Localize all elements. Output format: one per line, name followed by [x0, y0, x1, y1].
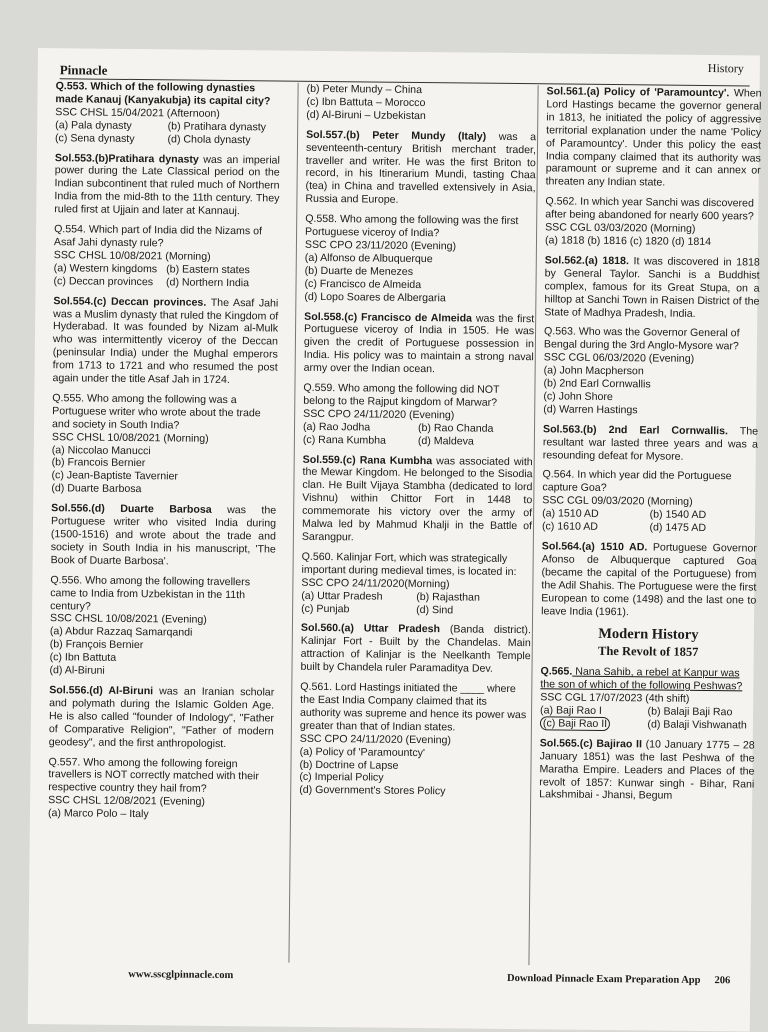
question-564	[542, 469, 758, 536]
option-d: (d) Sind	[416, 603, 454, 616]
question-560	[301, 551, 532, 618]
option-c: (c) John Shore	[543, 390, 613, 403]
solution-body: was the first Portuguese viceroy of India in 1505. He was given the credit of Portuguese possession in India. His policy was to maintain a strong naval army over the Indian ocean.	[303, 312, 535, 376]
solution-heading: Sol.556.(d) Al-Biruni	[49, 684, 154, 698]
option-c: (c) Francisco de Almeida	[304, 277, 422, 291]
question-text: Q.557. Who among the following foreign travellers is NOT correctly matched with their respective country they hail from?	[48, 755, 260, 796]
solution-563	[543, 423, 758, 464]
option-b: (b) Duarte de Menezes	[304, 264, 414, 278]
solution-559	[302, 453, 533, 546]
option-d: (d) Chola dynasty	[167, 132, 251, 146]
solution-body: was a seventeenth-century British merchant trader, traveller and writer. He was the first Briton to record, in his Itinerarium Mundi, tasting Chaa (tea) in China and travelled extensively in Asia, Russia and Europe.	[305, 130, 537, 207]
exam-reference: SSC CGL 03/03/2020 (Morning)	[545, 221, 696, 235]
section-title: Modern History	[598, 626, 699, 644]
option-c: (c) Punjab	[301, 602, 350, 615]
option-d: (d) Al-Biruni	[49, 664, 105, 677]
option-a: (a) Alfonso de Albuquerque	[304, 251, 433, 266]
solution-body: It was discovered in 1818 by General Taylor. Sanchi is a Buddhist complex, famous for its Great Stupa, on a hilltop at Sanchi Town in Raisen District of the State of Madhya Pradesh, India.	[544, 255, 760, 320]
exam-reference: SSC CPO 24/11/2020(Morning)	[301, 576, 450, 591]
question-554	[53, 223, 279, 290]
solution-body: (10 January 1775 – 28 January 1851) was the last Peshwa of the Maratha Empire. Leaders and Places of the revolt of 1857: Kunwar singh - Bihar, Rani Lakshmibai - Jhansi, Begum	[539, 738, 755, 803]
option-b: (b) Doctrine of Lapse	[299, 758, 399, 772]
website-link: www.sscglpinnacle.com	[128, 968, 234, 982]
option-c: (c) Rana Kumbha	[302, 433, 387, 447]
options-row: (a) 1818 (b) 1816 (c) 1820 (d) 1814	[544, 234, 712, 249]
question-556	[49, 574, 275, 680]
column-2	[288, 83, 536, 965]
question-body: Nana Sahib, a rebel at Kanpur was the son of which of the following Peshwas?	[540, 665, 743, 693]
solution-562	[544, 254, 760, 321]
solution-565	[539, 737, 755, 804]
question-565	[540, 666, 756, 733]
option-b: (b) Rajasthan	[416, 590, 480, 604]
solution-heading: Sol.565.(c) Bajirao II	[539, 737, 643, 751]
option-c: (c) 1610 AD	[541, 520, 599, 533]
option-c: (c) Ibn Battuta	[49, 651, 117, 665]
option-c: (c) Deccan provinces	[53, 274, 154, 288]
option-a: (a) 1510 AD	[542, 507, 599, 521]
option-a: (a) Marco Polo – Italy	[47, 807, 149, 821]
solution-heading: Sol.560.(a) Uttar Pradesh	[300, 622, 441, 636]
solution-560	[300, 622, 531, 676]
option-b: (b) 1540 AD	[649, 508, 707, 522]
option-b: (b) François Bernier	[49, 638, 144, 652]
solution-558	[304, 310, 535, 377]
option-b: (b) Eastern states	[166, 263, 250, 277]
option-b: (b) Balaji Baji Rao	[647, 705, 733, 719]
option-d: (d) Duarte Barbosa	[51, 482, 142, 496]
solution-555	[51, 502, 277, 569]
download-app-text: Download Pinnacle Exam Preparation App	[506, 972, 701, 986]
solution-556	[49, 684, 275, 751]
solution-body: The Asaf Jahi was a Muslim dynasty that ruled the Kingdom of Hyderabad. It was founded by Nizam al-Mulk who was intermittently viceroy of the Deccan (peninsular India) under the Mughal emperors from 1713 to 1721 and who resumed the post again under the title Asaf Jah in 1724.	[52, 296, 279, 387]
question-557	[48, 756, 274, 823]
question-562	[545, 196, 761, 250]
option-a: (a) Policy of 'Paramountcy'	[299, 745, 426, 759]
question-number: Q.565.	[540, 665, 573, 678]
question-text: Q.564. In which year did the Portuguese capture Goa?	[542, 468, 732, 495]
question-text: Q.561. Lord Hastings initiated the ____ where the East India Company claimed that its authority was supreme and hence its power was greater than that of Indian states.	[299, 680, 527, 734]
question-text: Q.558. Who among the following was the first Portuguese viceroy of India?	[305, 212, 519, 240]
column-1	[48, 80, 281, 829]
solution-heading: Sol.558.(c) Francisco de Almeida	[304, 310, 473, 325]
page-number: 206	[714, 975, 731, 987]
question-text: Q.562. In which year Sanchi was discovered after being abandoned for nearly 600 years?	[545, 195, 754, 223]
option-d: (d) Al-Biruni – Uzbekistan	[306, 108, 426, 122]
option-a: (a) John Macpherson	[543, 364, 644, 378]
question-553	[55, 80, 281, 147]
question-text	[540, 666, 755, 694]
exam-reference: SSC CPO 24/11/2020 (Evening)	[299, 732, 451, 747]
solution-body: When Lord Hastings became the governor general in 1813, he initiated the policy of aggressive territorial explanation under the name 'Policy of Paramountcy'. Under this policy the east India company claimed that its authority was paramount or supreme and it can annex or threaten any Indian state.	[545, 87, 762, 189]
question-561	[299, 681, 530, 800]
exam-reference: SSC CHSL 10/08/2021 (Morning)	[51, 430, 209, 445]
exam-reference: SSC CHSL 12/08/2021 (Evening)	[48, 794, 206, 809]
brand-header: Pinnacle	[59, 62, 108, 78]
question-text: Q.555. Who among the following was a Portuguese writer who wrote about the trade and society in South India?	[52, 392, 261, 432]
solution-heading: Sol.561.(a) Policy of 'Paramountcy'.	[546, 85, 730, 100]
option-b: (b) Peter Mundy – China	[306, 82, 423, 97]
solution-body: The resultant war lasted three years and was a resounding defeat for Mysore.	[542, 424, 759, 463]
solution-body: was an Iranian scholar and polymath during the Islamic Golden Age. He is also called "founder of Indology", "Father of Comparative Religion", "Father of modern geodesy", and the first anthropologist.	[48, 685, 275, 750]
option-b: (b) Francois Bernier	[51, 456, 146, 470]
option-d: (d) 1475 AD	[649, 521, 707, 535]
question-558	[304, 213, 535, 306]
option-a: (a) Niccolao Manucci	[51, 443, 151, 457]
solution-553	[54, 152, 280, 219]
option-c	[540, 717, 648, 731]
solution-body: Portuguese Governor Afonso de Albuquerque captured Goa (became the capital of the Portuguese) from the Adil Shahis. The Portuguese were the first European to come (1498) and the last one to leave India (1961).	[541, 541, 757, 618]
solution-heading: Sol.554.(c) Deccan provinces.	[53, 294, 207, 309]
exam-reference: SSC CGL 06/03/2020 (Evening)	[543, 351, 695, 366]
exam-reference: SSC CGL 17/07/2023 (4th shift)	[540, 691, 690, 705]
option-b: (b) Rao Chanda	[417, 421, 494, 435]
question-text: Q.563. Who was the Governor General of Bengal during the 3rd Anglo-Mysore war?	[543, 325, 740, 353]
column-3	[528, 85, 761, 967]
solution-557	[305, 129, 536, 209]
solution-heading: Sol.563.(b) 2nd Earl Cornwallis.	[542, 423, 729, 437]
question-text: Q.554. Which part of India did the Nizams of Asaf Jahi dynasty rule?	[53, 223, 263, 250]
question-text: Q.560. Kalinjar Fort, which was strategically important during medieval times, is located in:	[301, 550, 517, 578]
question-555	[51, 392, 277, 498]
option-a: (a) Pala dynasty	[55, 118, 132, 132]
question-text: Q.559. Who among the following did NOT belong to the Rajput kingdom of Marwar?	[303, 381, 500, 409]
option-a: (a) Abdur Razzaq Samarqandi	[49, 625, 193, 639]
document-page	[28, 48, 760, 1032]
option-b: (b) 2nd Earl Cornwallis	[543, 377, 651, 391]
option-d: (d) Maldeva	[417, 434, 474, 448]
option-d: (d) Government's Stores Policy	[299, 784, 446, 798]
exam-reference: SSC CHSL 15/04/2021 (Afternoon)	[55, 105, 220, 120]
circled-answer: (c) Baji Rao II	[540, 716, 610, 731]
option-a: (a) Uttar Pradesh	[301, 589, 383, 603]
question-559	[303, 382, 534, 449]
option-d: (d) Northern India	[165, 276, 250, 289]
solution-body: was an imperial power during the Late Classical period on the Indian subcontinent that ruled much of Northern India from the mid-8th to the 11th century. They ruled first at Ujjain and later at Kannauj.	[54, 153, 280, 218]
solution-body: was the Portuguese writer who visited India during (1500-1516) and wrote about the trade and society in South India in his manuscript, 'The Book of Duarte Barbosa'.	[50, 504, 277, 568]
option-d: (d) Balaji Vishwanath	[647, 718, 747, 732]
question-text: Q.553. Which of the following dynasties made Kanauj (Kanyakubja) its capital city?	[55, 80, 271, 108]
option-c: (c) Imperial Policy	[299, 771, 384, 785]
option-a: (a) Western kingdoms	[53, 261, 158, 276]
exam-reference: SSC CGL 09/03/2020 (Morning)	[542, 494, 693, 509]
solution-heading: Sol.556.(d) Duarte Barbosa	[51, 502, 212, 517]
solution-heading: Sol.559.(c) Rana Kumbha	[302, 453, 433, 467]
solution-heading: Sol.553.(b)Pratihara dynasty	[54, 151, 199, 166]
solution-564	[541, 540, 757, 620]
option-c: (c) Jean-Baptiste Tavernier	[51, 469, 178, 483]
question-563	[543, 326, 759, 419]
option-d: (d) Lopo Soares de Albergaria	[304, 290, 446, 304]
question-557-continued	[306, 83, 536, 124]
subject-header: History	[707, 61, 744, 76]
option-b: (b) Pratihara dynasty	[167, 120, 267, 134]
exam-reference: SSC CPO 23/11/2020 (Evening)	[304, 238, 457, 253]
solution-heading: Sol.557.(b) Peter Mundy (Italy)	[306, 128, 487, 143]
solution-561	[546, 85, 762, 190]
solution-heading: Sol.562.(a) 1818.	[544, 254, 629, 268]
solution-body: was associated with the Mewar Kingdom. He belonged to the Sisodia clan. He Built Vijaya Stambha (dedicated to lord Vishnu) within Chittor Fort in 1448 to commemorate his victory over the army of Malwa led by Mahmud Khalji in the Battle of Sarangpur.	[301, 454, 533, 544]
exam-reference: SSC CHSL 10/08/2021 (Morning)	[53, 249, 211, 263]
option-a: (a) Baji Rao I	[540, 704, 602, 717]
page-footer	[128, 969, 730, 986]
option-d: (d) Warren Hastings	[543, 403, 638, 417]
solution-554	[52, 295, 278, 388]
solution-heading: Sol.564.(a) 1510 AD.	[541, 540, 648, 554]
subsection-title: The Revolt of 1857	[597, 644, 699, 660]
option-c: (c) Sena dynasty	[54, 131, 135, 145]
solution-body: (Banda district). Kalinjar Fort - Built by the Chandelas. Main attraction of Kalinjar is the Neelkanth Temple built by Chandela ruler Paramaditya Dev.	[300, 623, 531, 675]
question-text: Q.556. Who among the following travellers came to India from Uzbekistan in the 11th century?	[50, 573, 251, 613]
exam-reference: SSC CPO 24/11/2020 (Evening)	[303, 407, 455, 422]
exam-reference: SSC CHSL 10/08/2021 (Evening)	[49, 612, 207, 627]
option-a: (a) Rao Jodha	[302, 420, 371, 434]
option-c: (c) Ibn Battuta – Morocco	[306, 95, 426, 109]
